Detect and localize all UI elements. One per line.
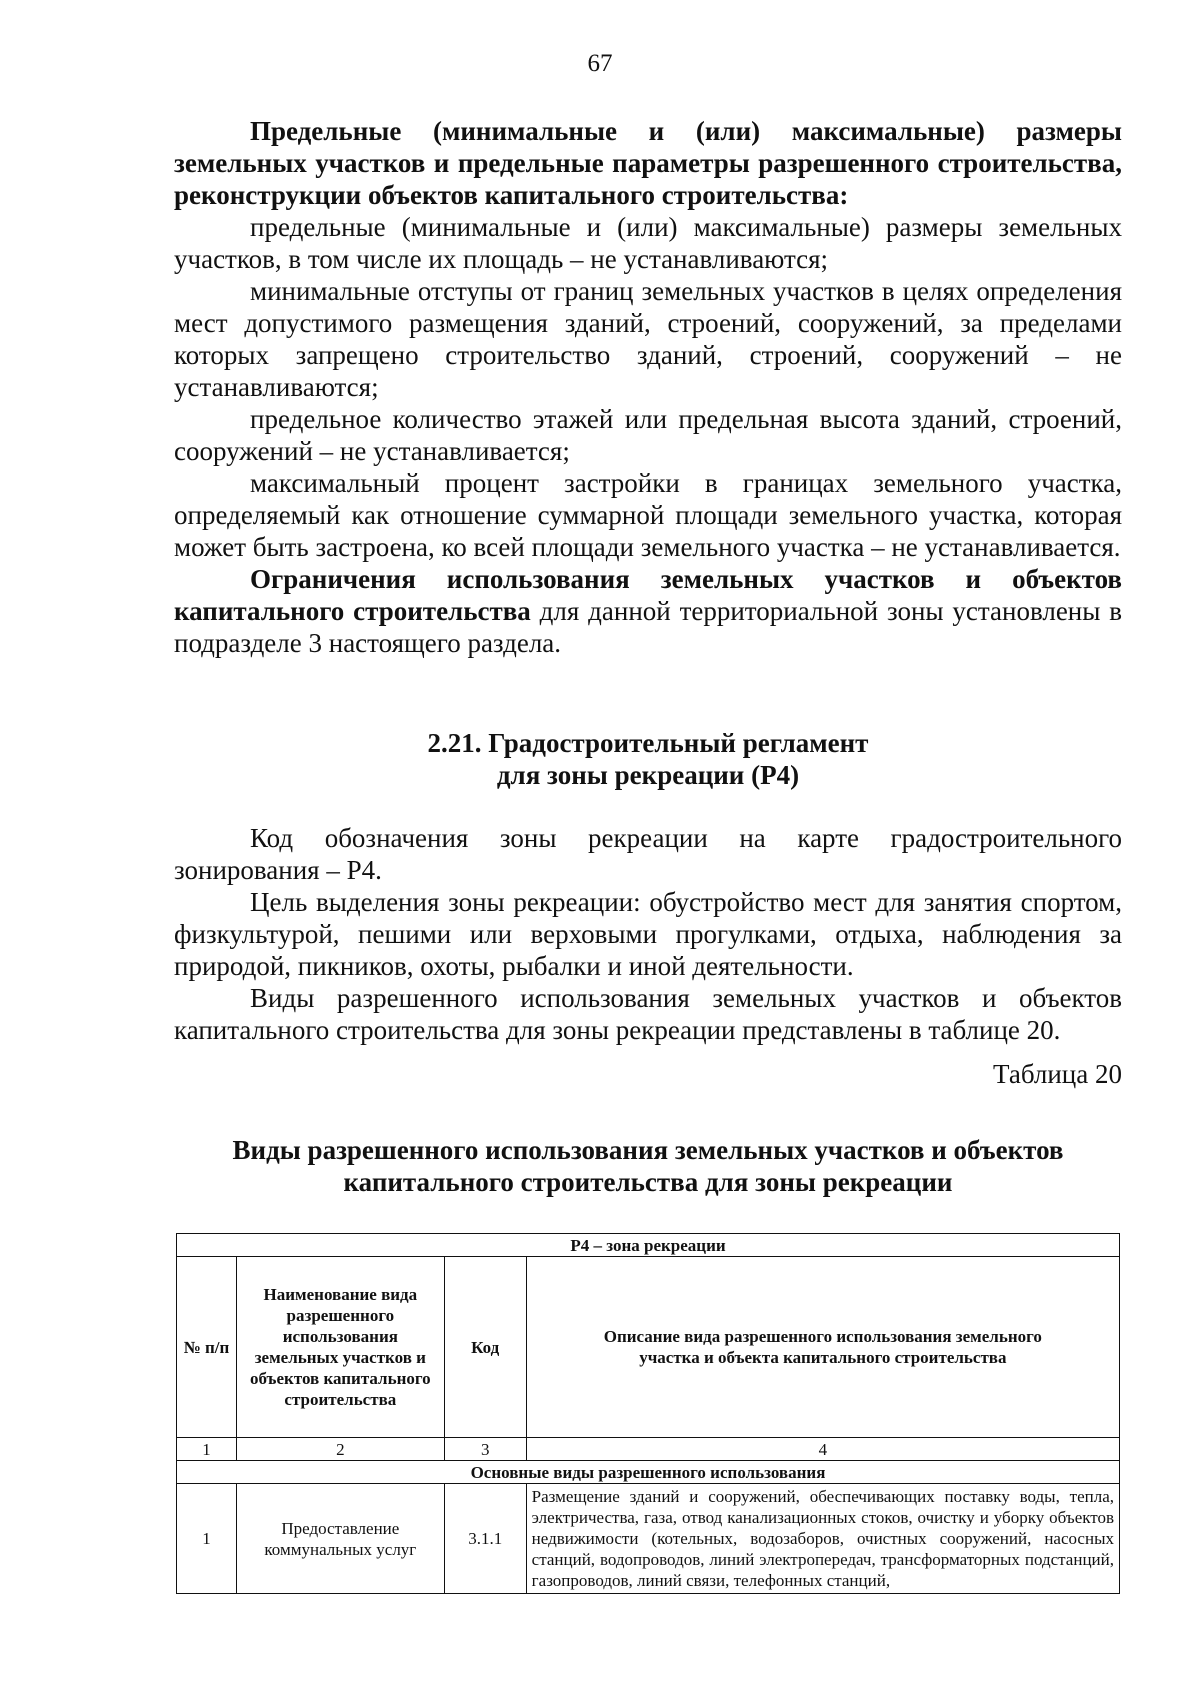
- zone-header: Р4 – зона рекреации: [177, 1234, 1120, 1257]
- table-title-line2: капитального строительства для зоны рекреации: [343, 1167, 953, 1197]
- col-number-3: 3: [444, 1438, 526, 1461]
- zone-uses-paragraph: Виды разрешенного использования земельных участков и объектов капитального строительства для зоны рекреации представлены в таблице 20.: [174, 983, 1122, 1045]
- section-parameters: [174, 115, 1122, 659]
- col-number-2: 2: [236, 1438, 444, 1461]
- row-num: 1: [177, 1484, 237, 1594]
- parameter-item-4: максимальный процент застройки в границах земельного участка, определяемый как отношение суммарной площади земельного участка, которая может быть застроена, ко всей площади земельного участка – не устанавливается.: [174, 468, 1122, 562]
- row-code: 3.1.1: [444, 1484, 526, 1594]
- col-header-name: Наименование вида разрешенного использования земельных участков и объектов капитального строительства: [236, 1257, 444, 1438]
- table-title: [174, 1134, 1122, 1198]
- regulation-title-line2: для зоны рекреации (Р4): [496, 760, 800, 790]
- col-number-1: 1: [177, 1438, 237, 1461]
- section-zone-description: [174, 822, 1122, 1090]
- regulation-title-line1: 2.21. Градостроительный регламент: [427, 728, 869, 758]
- parameter-item-3: предельное количество этажей или предельная высота зданий, строений, сооружений – не устанавливается;: [174, 404, 1122, 466]
- table-row: [177, 1484, 1120, 1594]
- group-header: Основные виды разрешенного использования: [177, 1461, 1120, 1484]
- regulation-title: [174, 727, 1122, 791]
- permitted-uses-table: [176, 1233, 1120, 1594]
- zone-purpose-paragraph: Цель выделения зоны рекреации: обустройство мест для занятия спортом, физкультурой, пешими или верховыми прогулками, отдыха, наблюдения за природой, пикников, охоты, рыбалки и иной деятельности.: [174, 887, 1122, 981]
- page-number: 67: [587, 50, 613, 77]
- parameter-item-2: минимальные отступы от границ земельных участков в целях определения мест допустимого размещения зданий, строений, сооружений, за пределами которых запрещено строительство зданий, строений, сооружений – не устанавливаются;: [174, 276, 1122, 402]
- col-header-description: Описание вида разрешенного использования земельного участка и объекта капитального строительства: [526, 1257, 1119, 1438]
- restrictions-rest: для данной территориальной зоны установлены в подразделе 3 настоящего раздела.: [174, 596, 1122, 658]
- table-label: Таблица 20: [993, 1059, 1122, 1089]
- parameters-heading: Предельные (минимальные и (или) максимальные) размеры земельных участков и предельные параметры разрешенного строительства, реконструкции объектов капитального строительства:: [174, 116, 1122, 210]
- restrictions-paragraph: [174, 563, 1122, 659]
- restrictions-bold: Ограничения использования земельных участков и объектов капитального строительства: [174, 564, 1122, 626]
- row-description: Размещение зданий и сооружений, обеспечивающих поставку воды, тепла, электричества, газа, отвод канализационных стоков, очистку и уборку объектов недвижимости (котельных, водозаборов, очистных сооружений, насосных станций, водопроводов, линий электропередач, трансформаторных подстанций, газопроводов, линий связи, телефонных станций,: [526, 1484, 1119, 1594]
- col-header-code: Код: [444, 1257, 526, 1438]
- col-header-num: № п/п: [177, 1257, 237, 1438]
- col-number-4: 4: [526, 1438, 1119, 1461]
- row-name: Предоставление коммунальных услуг: [236, 1484, 444, 1594]
- parameter-item-1: предельные (минимальные и (или) максимальные) размеры земельных участков, в том числе их площадь – не устанавливаются;: [174, 212, 1122, 274]
- table-title-line1: Виды разрешенного использования земельных участков и объектов: [232, 1135, 1064, 1165]
- zone-code-paragraph: Код обозначения зоны рекреации на карте градостроительного зонирования – Р4.: [174, 823, 1122, 885]
